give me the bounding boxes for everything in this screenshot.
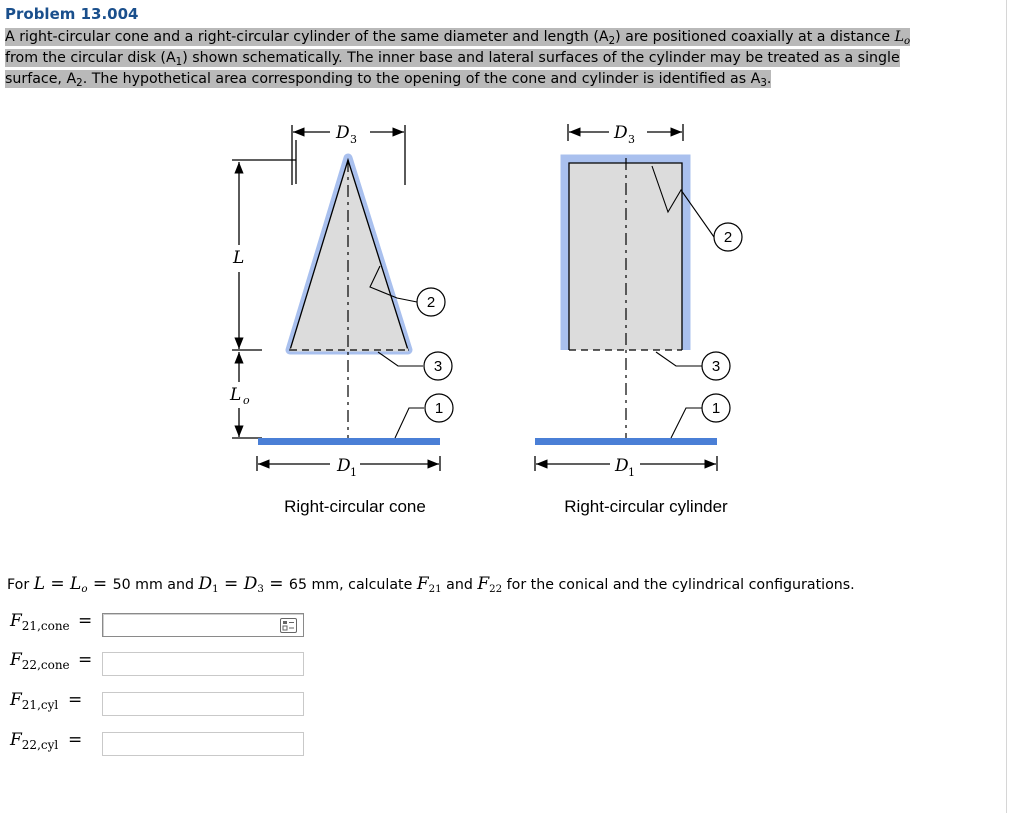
cone-d1-label: D bbox=[337, 456, 351, 476]
answer-row-f22-cone: $F_{22,cone}$ = bbox=[10, 652, 310, 678]
cone-d3-label: D bbox=[336, 123, 350, 143]
cone-callout-2: 2 bbox=[426, 294, 436, 311]
cylinder-diagram bbox=[535, 123, 742, 516]
cylinder-callout-2: 2 bbox=[723, 229, 733, 246]
cone-callout-3: 3 bbox=[433, 358, 443, 375]
f22-cyl-input[interactable] bbox=[102, 732, 304, 756]
answer-row-f22-cyl: $F_{22,cyl}$ = bbox=[10, 732, 310, 758]
equation-editor-icon[interactable] bbox=[280, 618, 297, 633]
cylinder-callout-3: 3 bbox=[711, 358, 721, 375]
svg-text:o: o bbox=[243, 394, 250, 407]
cone-caption: Right-circular cone bbox=[284, 497, 426, 516]
answer-row-f21-cyl: $F_{21,cyl}$ = bbox=[10, 692, 310, 718]
svg-text:3: 3 bbox=[350, 133, 357, 146]
f21-cone-input[interactable] bbox=[102, 613, 304, 637]
cylinder-d1-label: D bbox=[615, 456, 629, 476]
svg-text:3: 3 bbox=[628, 133, 635, 146]
problem-statement: A right-circular cone and a right-circular cylinder of the same diameter and length $(A_2)$ are positioned coaxially at a distance $L_o$ from the circular disk $(A_1)$ shown schematically. The inner base and lateral surfaces of the cylinder may be treated as a single surface, $A_2$. The hypothetical area corresponding to the opening of the cone and cylinder is identified as $A_3$. bbox=[5, 29, 911, 90]
f21-cyl-input[interactable] bbox=[102, 692, 304, 716]
cone-callout-1: 1 bbox=[434, 400, 444, 417]
svg-text:1: 1 bbox=[350, 466, 357, 479]
question-text: For $L = L_o = 50$ mm and $D_1 = D_3 = 65$ mm, calculate $F_{21}$ and $F_{22}$ for the conical and the cylindrical configurations. bbox=[7, 574, 855, 596]
f22-cone-input[interactable] bbox=[102, 652, 304, 676]
cylinder-disk-a1 bbox=[535, 438, 717, 445]
cone-lo-label: L bbox=[230, 385, 242, 405]
svg-text:1: 1 bbox=[628, 466, 635, 479]
cylinder-callout-1: 1 bbox=[711, 400, 721, 417]
problem-title: Problem 13.004 bbox=[5, 5, 139, 23]
answer-row-f21-cone: $F_{21,cone}$ = bbox=[10, 613, 310, 639]
cone-diagram bbox=[229, 123, 453, 516]
cone-l-label: L bbox=[233, 248, 245, 268]
cone-disk-a1 bbox=[258, 438, 440, 445]
cylinder-d3-label: D bbox=[614, 123, 628, 143]
cylinder-caption: Right-circular cylinder bbox=[564, 497, 728, 516]
